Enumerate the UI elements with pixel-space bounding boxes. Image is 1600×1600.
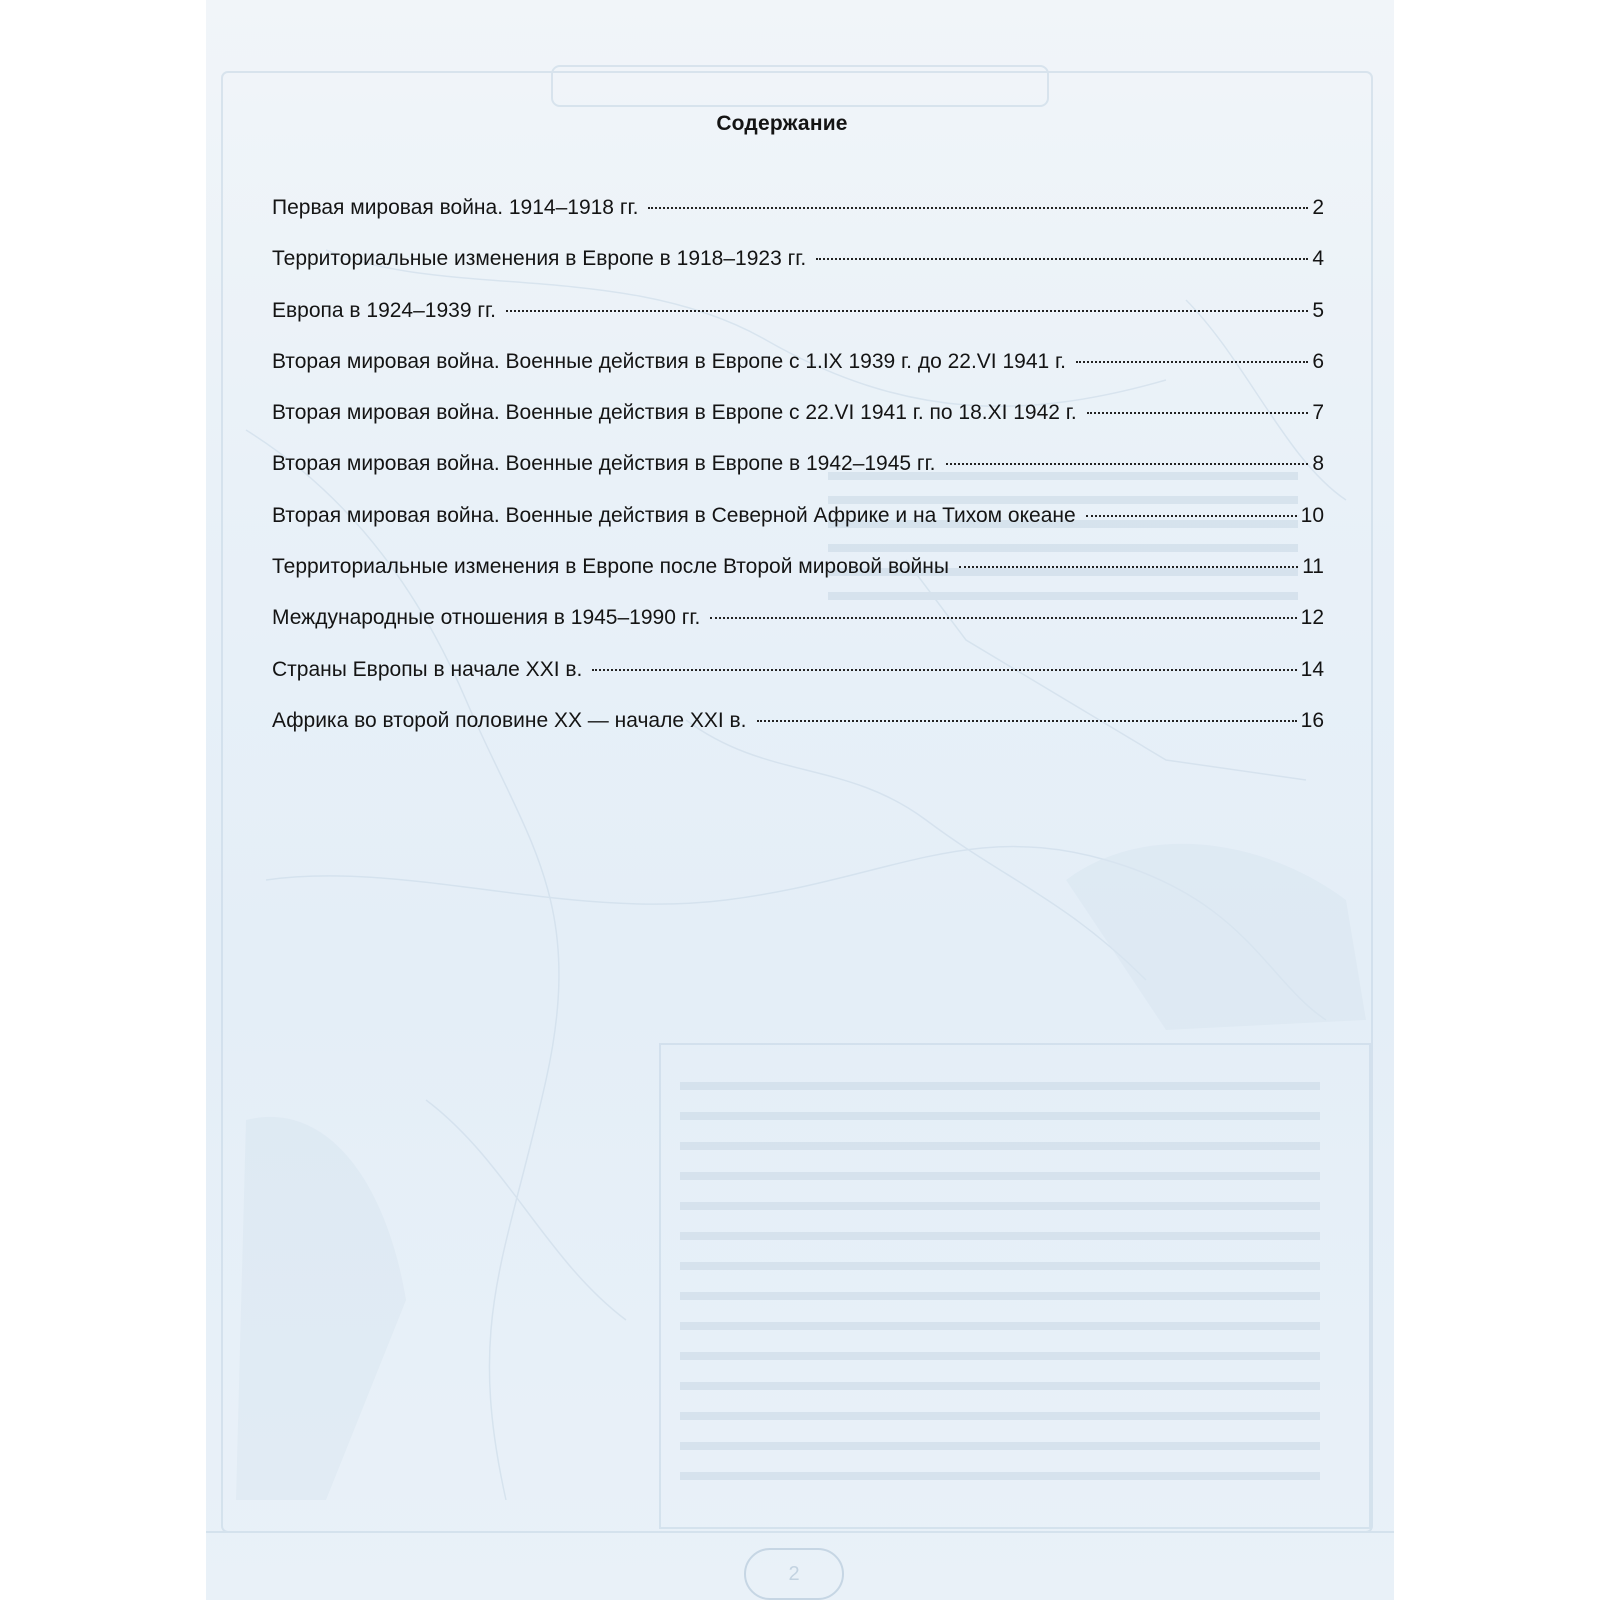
- toc-entry-title: Африка во второй половине XX — начале XXI в.: [272, 708, 747, 732]
- toc-entry-title: Европа в 1924–1939 гг.: [272, 298, 496, 322]
- toc-entry[interactable]: [272, 299, 1324, 350]
- toc-entry[interactable]: [272, 452, 1324, 503]
- toc-dot-leader: [1087, 412, 1309, 414]
- toc-dot-leader: [816, 258, 1308, 260]
- toc-dot-leader: [506, 310, 1308, 312]
- toc-entry-title: Страны Европы в начале XXI в.: [272, 657, 583, 681]
- toc-entry-page: 11: [1302, 555, 1324, 579]
- table-of-contents: [272, 196, 1324, 760]
- toc-entry-title: Территориальные изменения в Европе в 1918–1923 гг.: [272, 247, 807, 271]
- toc-dot-leader: [757, 720, 1297, 722]
- toc-entry-page: 12: [1300, 606, 1324, 630]
- toc-entry[interactable]: [272, 555, 1324, 606]
- toc-entry-title: Вторая мировая война. Военные действия в Европе с 22.VI 1941 г. по 18.XI 1942 г.: [272, 401, 1077, 425]
- toc-entry-title: Вторая мировая война. Военные действия в Северной Африке и на Тихом океане: [272, 503, 1076, 527]
- document-page: [206, 0, 1394, 1600]
- toc-entry[interactable]: [272, 247, 1324, 298]
- toc-entry-page: 14: [1300, 657, 1324, 681]
- toc-entry-title: Первая мировая война. 1914–1918 гг.: [272, 196, 639, 219]
- toc-entry[interactable]: [272, 504, 1324, 555]
- toc-entry[interactable]: [272, 606, 1324, 657]
- toc-entry-title: Вторая мировая война. Военные действия в Европе с 1.IX 1939 г. до 22.VI 1941 г.: [272, 349, 1066, 373]
- toc-dot-leader: [648, 207, 1308, 209]
- toc-entry[interactable]: [272, 709, 1324, 760]
- toc-dot-leader: [592, 669, 1296, 671]
- toc-entry-page: 5: [1312, 298, 1324, 322]
- toc-dot-leader: [1086, 515, 1297, 517]
- toc-entry-page: 7: [1312, 401, 1324, 425]
- toc-entry-page: 10: [1300, 503, 1324, 527]
- toc-entry-title: Вторая мировая война. Военные действия в Европе в 1942–1945 гг.: [272, 452, 936, 476]
- page-title: Содержание: [716, 112, 848, 135]
- toc-entry-page: 4: [1312, 247, 1324, 271]
- toc-entry-page: 16: [1300, 708, 1324, 732]
- toc-entry[interactable]: [272, 196, 1324, 247]
- toc-entry-title: Территориальные изменения в Европе после Второй мировой войны: [272, 555, 949, 579]
- toc-dot-leader: [1076, 361, 1308, 363]
- toc-entry[interactable]: [272, 658, 1324, 709]
- toc-dot-leader: [946, 463, 1309, 465]
- toc-entry[interactable]: [272, 350, 1324, 401]
- toc-entry-page: 2: [1312, 196, 1324, 219]
- show-through-page-number: 2: [744, 1548, 844, 1600]
- toc-dot-leader: [710, 617, 1296, 619]
- toc-entry-page: 8: [1312, 452, 1324, 476]
- toc-entry[interactable]: [272, 401, 1324, 452]
- toc-entry-page: 6: [1312, 349, 1324, 373]
- toc-entry-title: Международные отношения в 1945–1990 гг.: [272, 606, 701, 630]
- toc-dot-leader: [959, 566, 1298, 568]
